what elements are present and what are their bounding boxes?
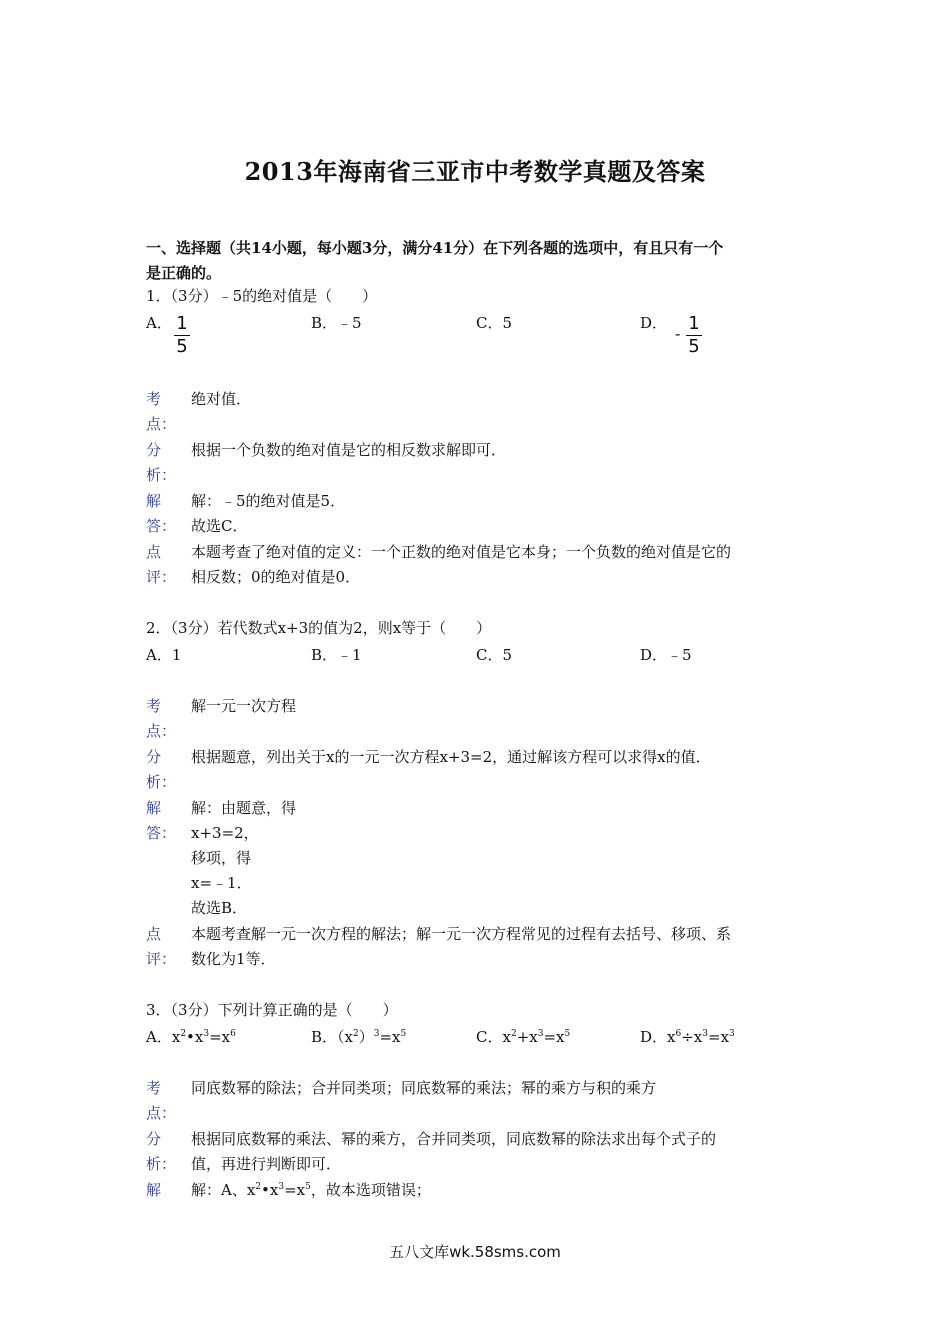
label-dian2: 点 [146,543,162,561]
q3-option-d-label: D． [640,1028,668,1046]
label-ping: 评： [146,568,177,586]
label-fen: 分 [146,441,162,459]
q3-option-a: A．$x^2•x^3=x^6$ [146,1028,236,1046]
q2-jieda-line3: 移项，得 [191,849,252,867]
q2-option-b: B．﹣1 [311,646,362,664]
q1-stem: 1．（3分）﹣5的绝对值是（ ） [146,287,378,305]
q2-jieda-line1: 解：由题意，得 [191,799,297,817]
label-jie: 解 [146,799,162,817]
page-title: 2013年海南省三亚市中考数学真题及答案 [244,157,706,186]
q3-jieda-suffix: ，故本选项错误； [310,1181,431,1199]
q2-option-a: A．1 [146,646,182,664]
label-ping: 评： [146,950,177,968]
q2-fenxi: 根据题意，列出关于x的一元一次方程x+3=2，通过解该方程可以求得x的值． [191,748,711,766]
q3-option-c-label: C． [476,1028,503,1046]
q3-option-a-label: A． [146,1028,172,1046]
q3-option-b: B．$(x^2)^3=x^5$ [311,1028,407,1046]
q2-jieda-line2: x+3=2， [191,824,259,842]
label-da: 答： [146,517,177,535]
q1-option-d-sign: - [675,324,681,343]
q2-jieda-line4: x=﹣1． [191,874,252,892]
q2-dianping-line2: 数化为1等． [191,950,276,968]
label-kao: 考 [146,390,162,408]
label-xi: 析： [146,466,177,484]
label-jie: 解 [146,492,162,510]
fraction-numerator: 1 [176,313,188,334]
q1-fenxi: 根据一个负数的绝对值是它的相反数求解即可． [191,441,507,459]
q1-dianping-line2: 相反数；0的绝对值是0． [191,568,361,586]
q3-fenxi-line2: 值，再进行判断即可． [191,1155,342,1173]
section-header-line2: 是正确的。 [146,264,222,282]
q3-jieda-line1: 解：A、$x^2•x^3=x^5$，故本选项错误； [191,1181,431,1199]
q3-fenxi-line1: 根据同底数幂的乘法、幂的乘方，合并同类项，同底数幂的除法求出每个式子的 [191,1130,717,1148]
q1-option-c: C．5 [476,314,513,332]
q1-option-b: B．﹣5 [311,314,362,332]
label-kao: 考 [146,697,162,715]
q1-kaodian: 绝对值． [191,390,252,408]
label-xi: 析： [146,1155,177,1173]
fraction-denominator: 5 [176,336,188,357]
q3-jieda-prefix: 解：A、 [191,1181,247,1199]
section-header-line1: 一、选择题（共14小题，每小题3分，满分41分）在下列各题的选项中，有且只有一个 [146,239,724,257]
q2-option-c: C．5 [476,646,513,664]
label-fen: 分 [146,748,162,766]
label-xi: 析： [146,773,177,791]
q1-jieda-line1: 解：﹣5的绝对值是5． [191,492,346,510]
q1-option-a-label: A． [146,314,172,332]
q3-stem: 3．（3分）下列计算正确的是（ ） [146,1001,398,1019]
label-dian: 点： [146,415,177,433]
q2-stem: 2．（3分）若代数式x+3的值为2，则x等于（ ） [146,619,492,637]
label-dian2: 点 [146,925,162,943]
q2-dianping-line1: 本题考查解一元一次方程的解法；解一元一次方程常见的过程有去括号、移项、系 [191,925,732,943]
fraction-numerator: 1 [688,313,700,334]
q3-kaodian: 同底数幂的除法；合并同类项；同底数幂的乘法；幂的乘方与积的乘方 [191,1079,657,1097]
label-da: 答： [146,824,177,842]
label-jie: 解 [146,1181,162,1199]
label-dian: 点： [146,722,177,740]
q2-jieda-line5: 故选B． [191,899,248,917]
q1-option-d-label: D． [640,314,668,332]
q1-option-d-fraction [686,314,702,357]
footer-watermark: 五八文库wk.58sms.com [389,1243,561,1261]
label-dian: 点： [146,1104,177,1122]
q1-jieda-line2: 故选C． [191,517,248,535]
label-kao: 考 [146,1079,162,1097]
q3-option-b-label: B． [311,1028,338,1046]
q1-dianping-line1: 本题考查了绝对值的定义：一个正数的绝对值是它本身；一个负数的绝对值是它的 [191,543,732,561]
q1-option-a-fraction [174,314,190,357]
q3-option-d: D．$x^6\div x^3=x^3$ [640,1028,735,1046]
q3-option-c: C．$x^2+x^3=x^5$ [476,1028,571,1046]
q2-kaodian: 解一元一次方程 [191,697,297,715]
label-fen: 分 [146,1130,162,1148]
fraction-denominator: 5 [688,336,700,357]
q2-option-d: D．﹣5 [640,646,692,664]
